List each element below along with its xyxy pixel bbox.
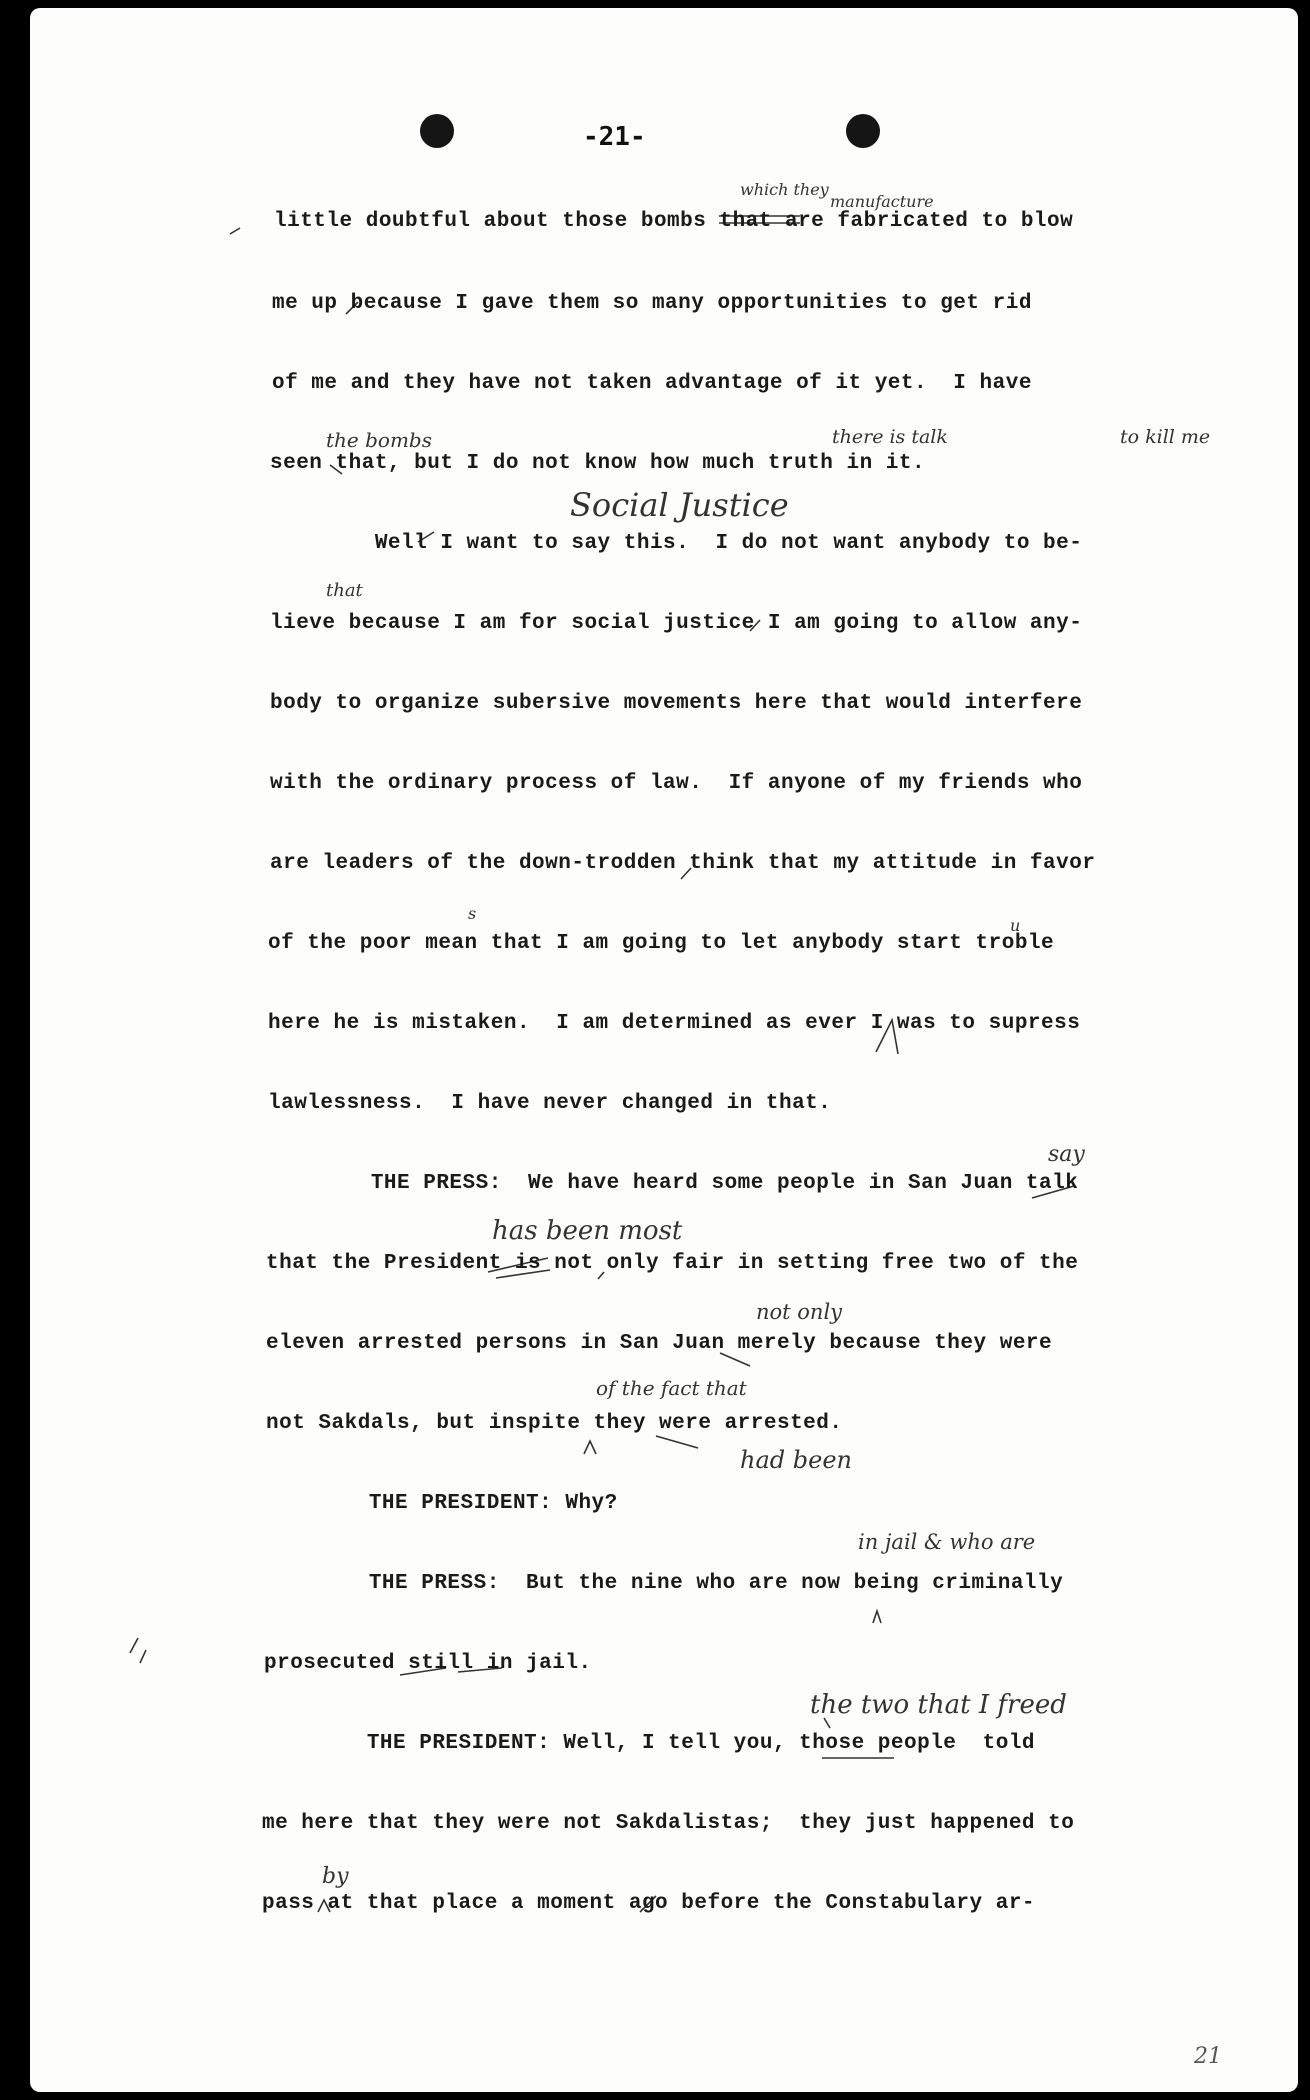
handwritten-marks [30,8,1298,2092]
handwritten-note: s [468,904,477,923]
text-line-6: lieve because I am for social justice I am going to allow any- [270,612,1083,635]
text-line-5: Well I want to say this. I do not want anybody to be- [270,532,1083,555]
handwritten-note: the two that I freed [810,1690,1067,1720]
text-line-1: little doubtful about those bombs that are fabricated to blow [274,210,1074,233]
handwritten-note: had been [740,1446,852,1474]
text-line-20: THE PRESIDENT: Well, I tell you, those people told [262,1732,1036,1755]
handwritten-note: say [1048,1142,1085,1167]
text-line-11: here he is mistaken. I am determined as ever I was to supress [268,1012,1081,1035]
handwritten-note: which they [740,180,829,199]
handwritten-note: there is talk [832,426,948,448]
text-line-16: not Sakdals, but inspite they were arrested. [266,1412,843,1435]
text-line-13: THE PRESS: We have heard some people in San Juan talk [266,1172,1079,1195]
text-line-10: of the poor mean that I am going to let anybody start troble [268,932,1055,955]
text-line-12: lawlessness. I have never changed in that. [268,1092,832,1115]
handwritten-note: that [326,580,363,601]
text-line-17: THE PRESIDENT: Why? [264,1492,618,1515]
handwritten-note: in jail & who are [858,1530,1036,1554]
handwritten-note: not only [756,1300,843,1324]
text-line-22: pass at that place a moment ago before the Constabulary ar- [262,1892,1036,1915]
text-line-3: of me and they have not taken advantage of it yet. I have [272,372,1032,395]
handwritten-note: the bombs [326,428,432,452]
text-line-21: me here that they were not Sakdalistas; they just happened to [262,1812,1075,1835]
text-line-4: seen that, but I do not know how much truth in it. [270,452,926,475]
text-line-8: with the ordinary process of law. If anyone of my friends who [270,772,1083,795]
text-line-18: THE PRESS: But the nine who are now being criminally [264,1572,1064,1595]
text-line-2: me up because I gave them so many opportunities to get rid [272,292,1032,315]
text-line-7: body to organize subersive movements here that would interfere [270,692,1083,715]
handwritten-note: to kill me [1120,426,1211,448]
handwritten-note: manufacture [830,192,934,211]
handwritten-note: of the fact that [596,1376,747,1400]
document-page [30,8,1298,2092]
page-number: -21- [583,122,646,152]
handwritten-note: Social Justice [570,486,789,524]
text-line-14: that the President is not only fair in setting free two of the [266,1252,1079,1275]
handwritten-note: u [1010,916,1021,935]
text-line-9: are leaders of the down-trodden think that my attitude in favor [270,852,1096,875]
text-line-15: eleven arrested persons in San Juan merely because they were [266,1332,1053,1355]
corner-page-number: 21 [1194,2044,1222,2069]
text-line-19: prosecuted still in jail. [264,1652,592,1675]
handwritten-note: has been most [492,1216,683,1246]
handwritten-note: by [322,1864,349,1889]
